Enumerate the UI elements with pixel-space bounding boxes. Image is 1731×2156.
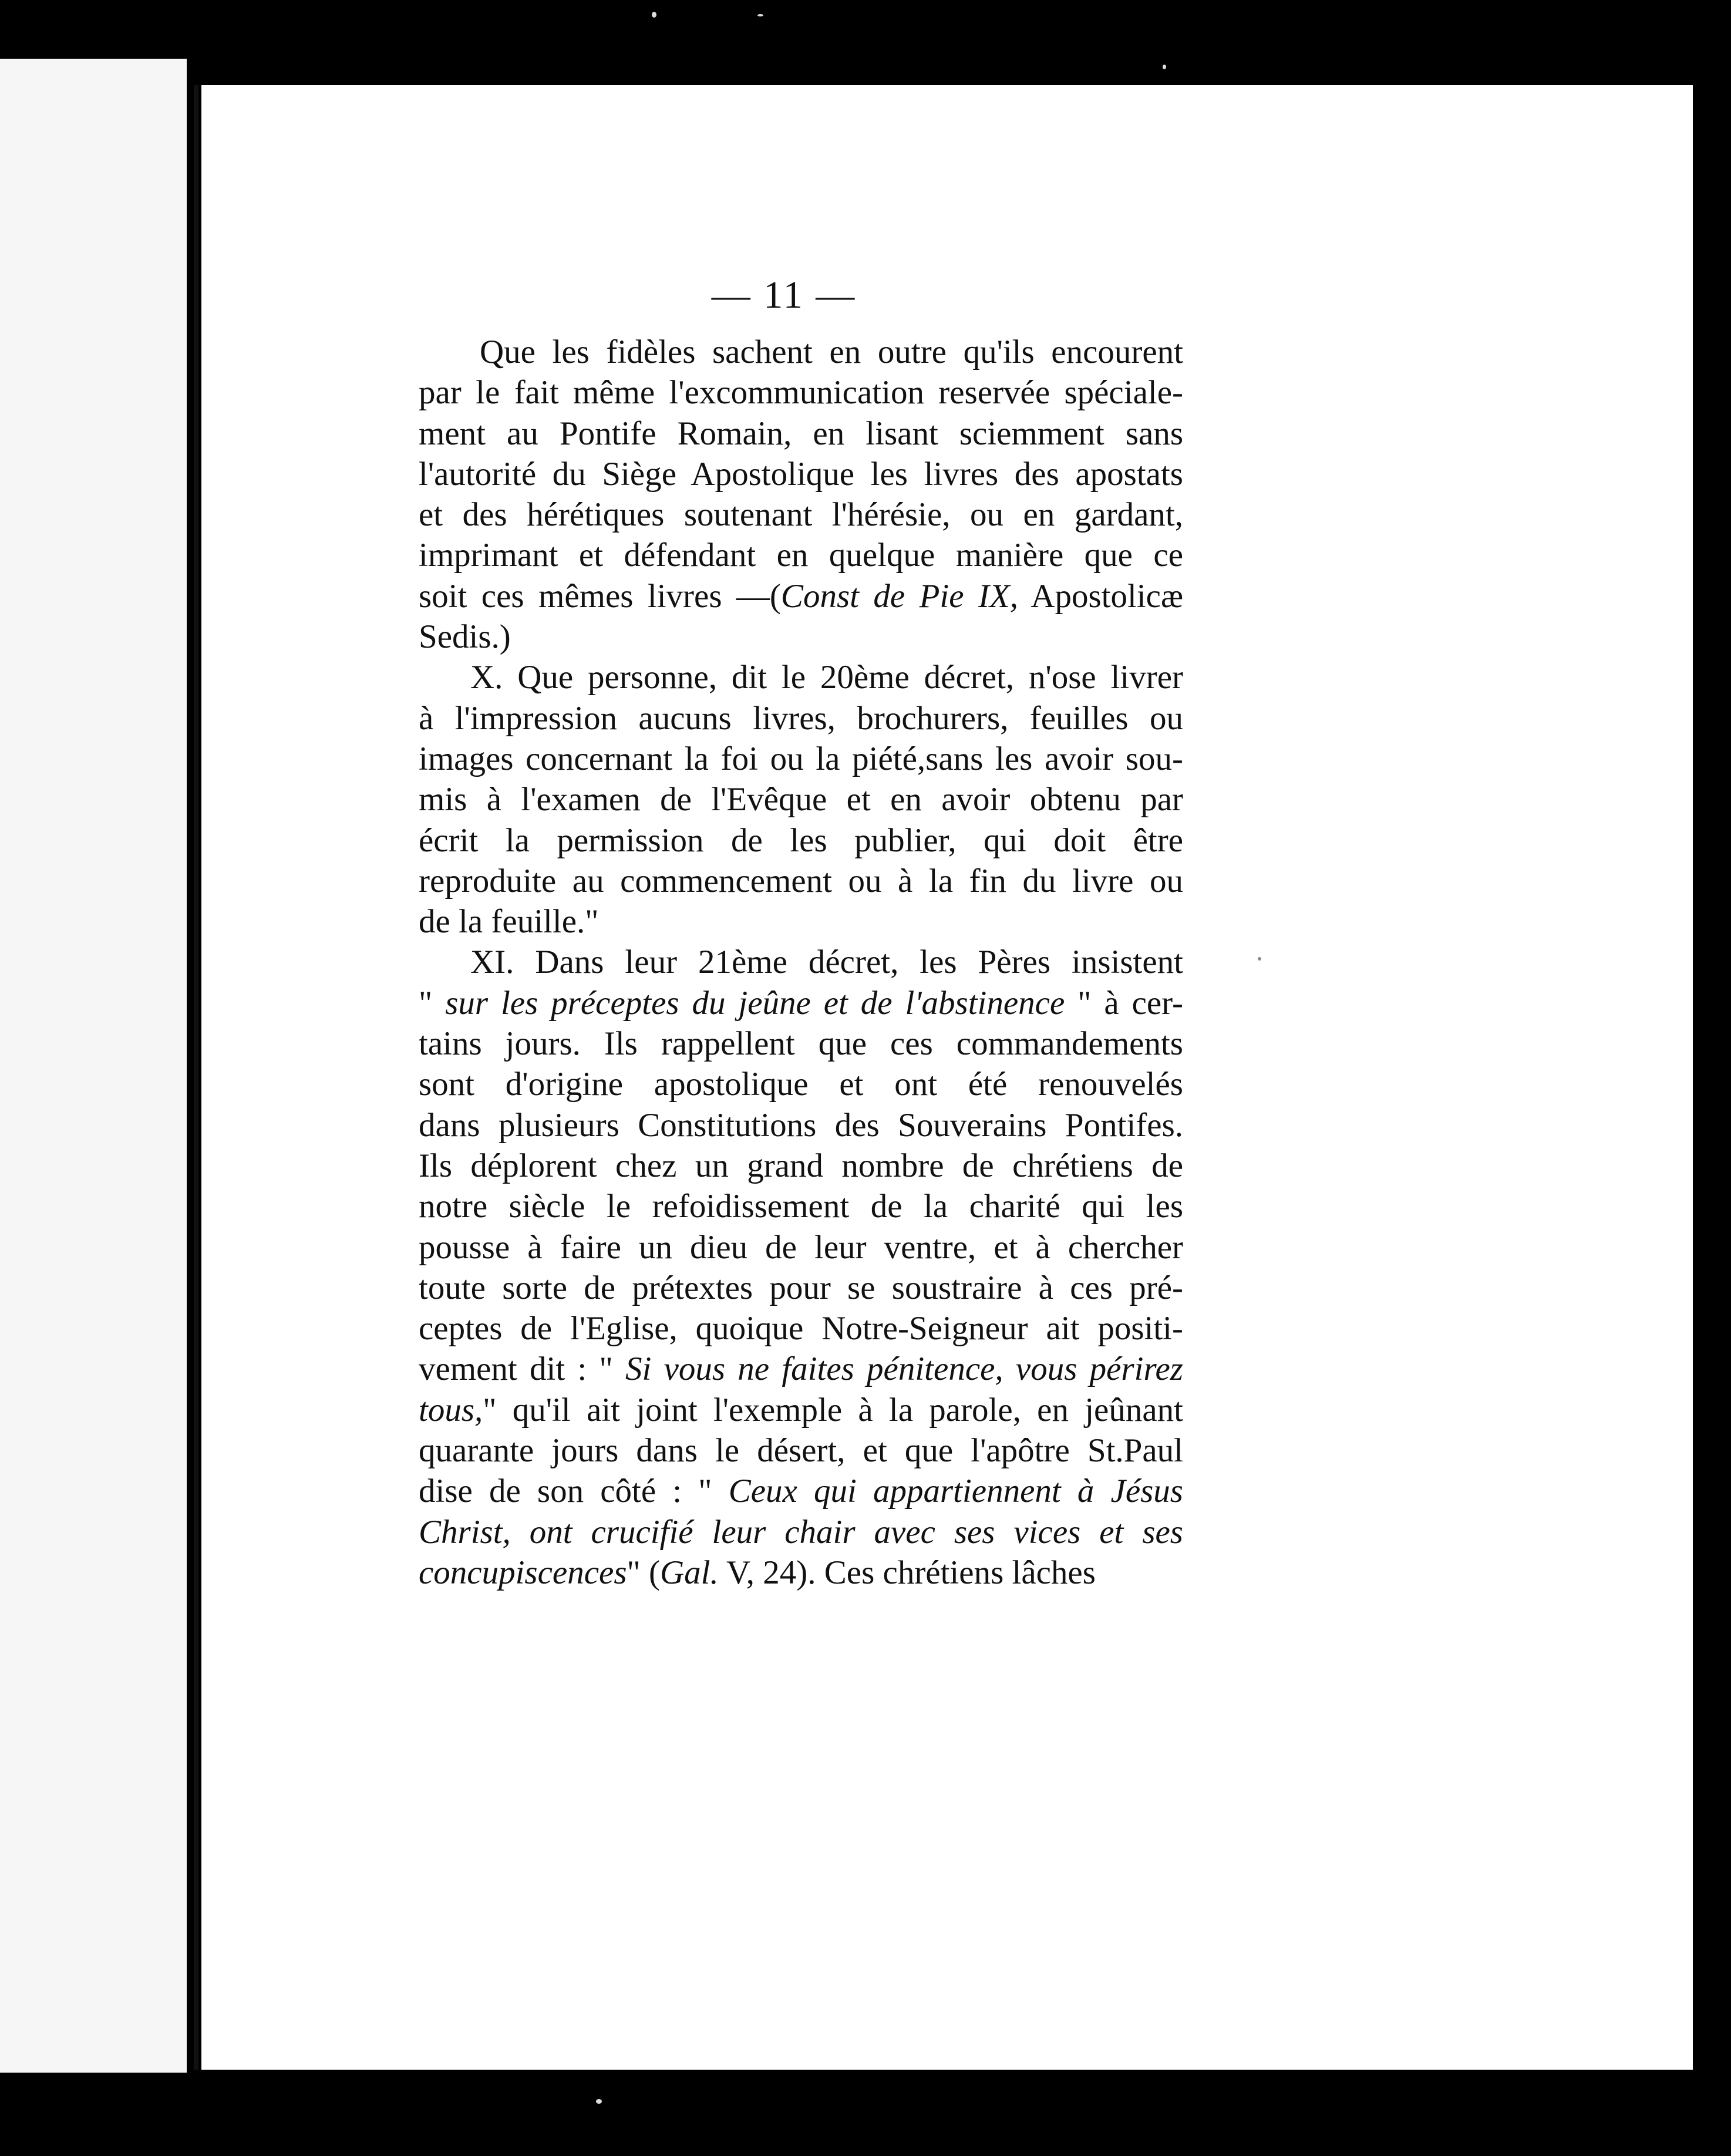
text-run: dise de son côté : " (419, 1473, 729, 1510)
text-line: images concernant la foi ou la piété,sans les avoir sou- (419, 740, 1183, 777)
text-line: reproduite au commencement ou à la fin du livre ou (419, 862, 1183, 900)
paragraph-decree-20 (419, 657, 1183, 942)
quote-italic: concupiscences (419, 1554, 627, 1591)
text-line: l'autorité du Siège Apostolique les livres des apostats (419, 455, 1183, 493)
citation-italic: Gal. (660, 1554, 719, 1591)
text-line: quarante jours dans le désert, et que l'apôtre St.Paul (419, 1432, 1183, 1470)
text-line: Sedis.) (419, 618, 511, 656)
text-run: vement dit : " (419, 1350, 625, 1388)
scan-speck (757, 14, 763, 16)
text-line: toute sorte de prétextes pour se soustraire à ces pré- (419, 1269, 1183, 1306)
paragraph-decree-21 (419, 942, 1183, 1593)
text-line: imprimant et défendant en quelque manière que ce (419, 537, 1183, 574)
quote-italic: Si vous ne faites pénitence, vous périrez (625, 1350, 1183, 1388)
text-line: notre siècle le refoidissement de la charité qui les (419, 1188, 1183, 1225)
text-line: dans plusieurs Constitutions des Souverains Pontifes. (419, 1106, 1183, 1144)
text-line: Que les fidèles sachent en outre qu'ils encourent (480, 333, 1183, 370)
body-text (419, 332, 1183, 1593)
text-line (419, 1349, 1183, 1389)
text-run: " à cer- (1065, 984, 1183, 1022)
quote-italic: Christ, ont crucifié leur chair avec ses vices et ses (419, 1513, 1183, 1551)
text-line: ment au Pontife Romain, en lisant sciemment sans (419, 415, 1183, 452)
scan-speck (1163, 65, 1166, 69)
scan-speck (596, 2099, 602, 2104)
text-line: pousse à faire un dieu de leur ventre, et à chercher (419, 1228, 1183, 1266)
text-run: " ( (627, 1554, 660, 1591)
text-line (419, 983, 1183, 1023)
text-line (419, 1471, 1183, 1511)
text-line: par le fait même l'excommunication reservée spéciale- (419, 374, 1183, 412)
text-line: Ils déplorent chez un grand nombre de chrétiens de (419, 1147, 1183, 1184)
text-line: et des hérétiques soutenant l'hérésie, ou en gardant, (419, 496, 1183, 534)
text-line (419, 1552, 1183, 1593)
text-line: X. Que personne, dit le 20ème décret, n'ose livrer (470, 659, 1183, 696)
text-line (419, 576, 1183, 617)
text-line: XI. Dans leur 21ème décret, les Pères insistent (470, 944, 1183, 981)
text-run: " qu'il ait joint l'exemple à la parole, en jeûnant (483, 1391, 1183, 1429)
scan-speck (652, 12, 656, 18)
quote-italic: Ceux qui appartiennent à Jésus (728, 1473, 1183, 1510)
text-line: sont d'origine apostolique et ont été renouvelés (419, 1066, 1183, 1103)
page-number: — 11 — (711, 274, 857, 316)
text-line: à l'impression aucuns livres, brochurers, feuilles ou (419, 699, 1183, 737)
text-line (419, 1390, 1183, 1430)
text-run: V, 24). Ces chrétiens lâches (718, 1554, 1096, 1591)
citation-italic: Const de Pie IX, (780, 577, 1019, 615)
facing-page-edge (0, 59, 187, 2073)
binding-edge (194, 85, 198, 2070)
text-line (419, 1512, 1183, 1552)
text-line: tains jours. Ils rappellent que ces commandements (419, 1025, 1183, 1063)
text-run: soit ces mêmes livres —( (419, 577, 781, 615)
text-line: mis à l'examen de l'Evêque et en avoir obtenu par (419, 781, 1183, 818)
quote-italic: tous, (419, 1391, 483, 1429)
text-line: de la feuille." (419, 903, 599, 941)
quote-italic: sur les préceptes du jeûne et de l'abstinence (445, 984, 1065, 1022)
text-run: " (419, 984, 446, 1022)
text-line: écrit la permission de les publier, qui doit être (419, 821, 1183, 859)
text-line: ceptes de l'Eglise, quoique Notre-Seigneur ait positi- (419, 1310, 1183, 1347)
scan-speck (1258, 957, 1261, 961)
paragraph-excommunication (419, 332, 1183, 657)
text-run: Apostolicæ (1018, 577, 1184, 615)
